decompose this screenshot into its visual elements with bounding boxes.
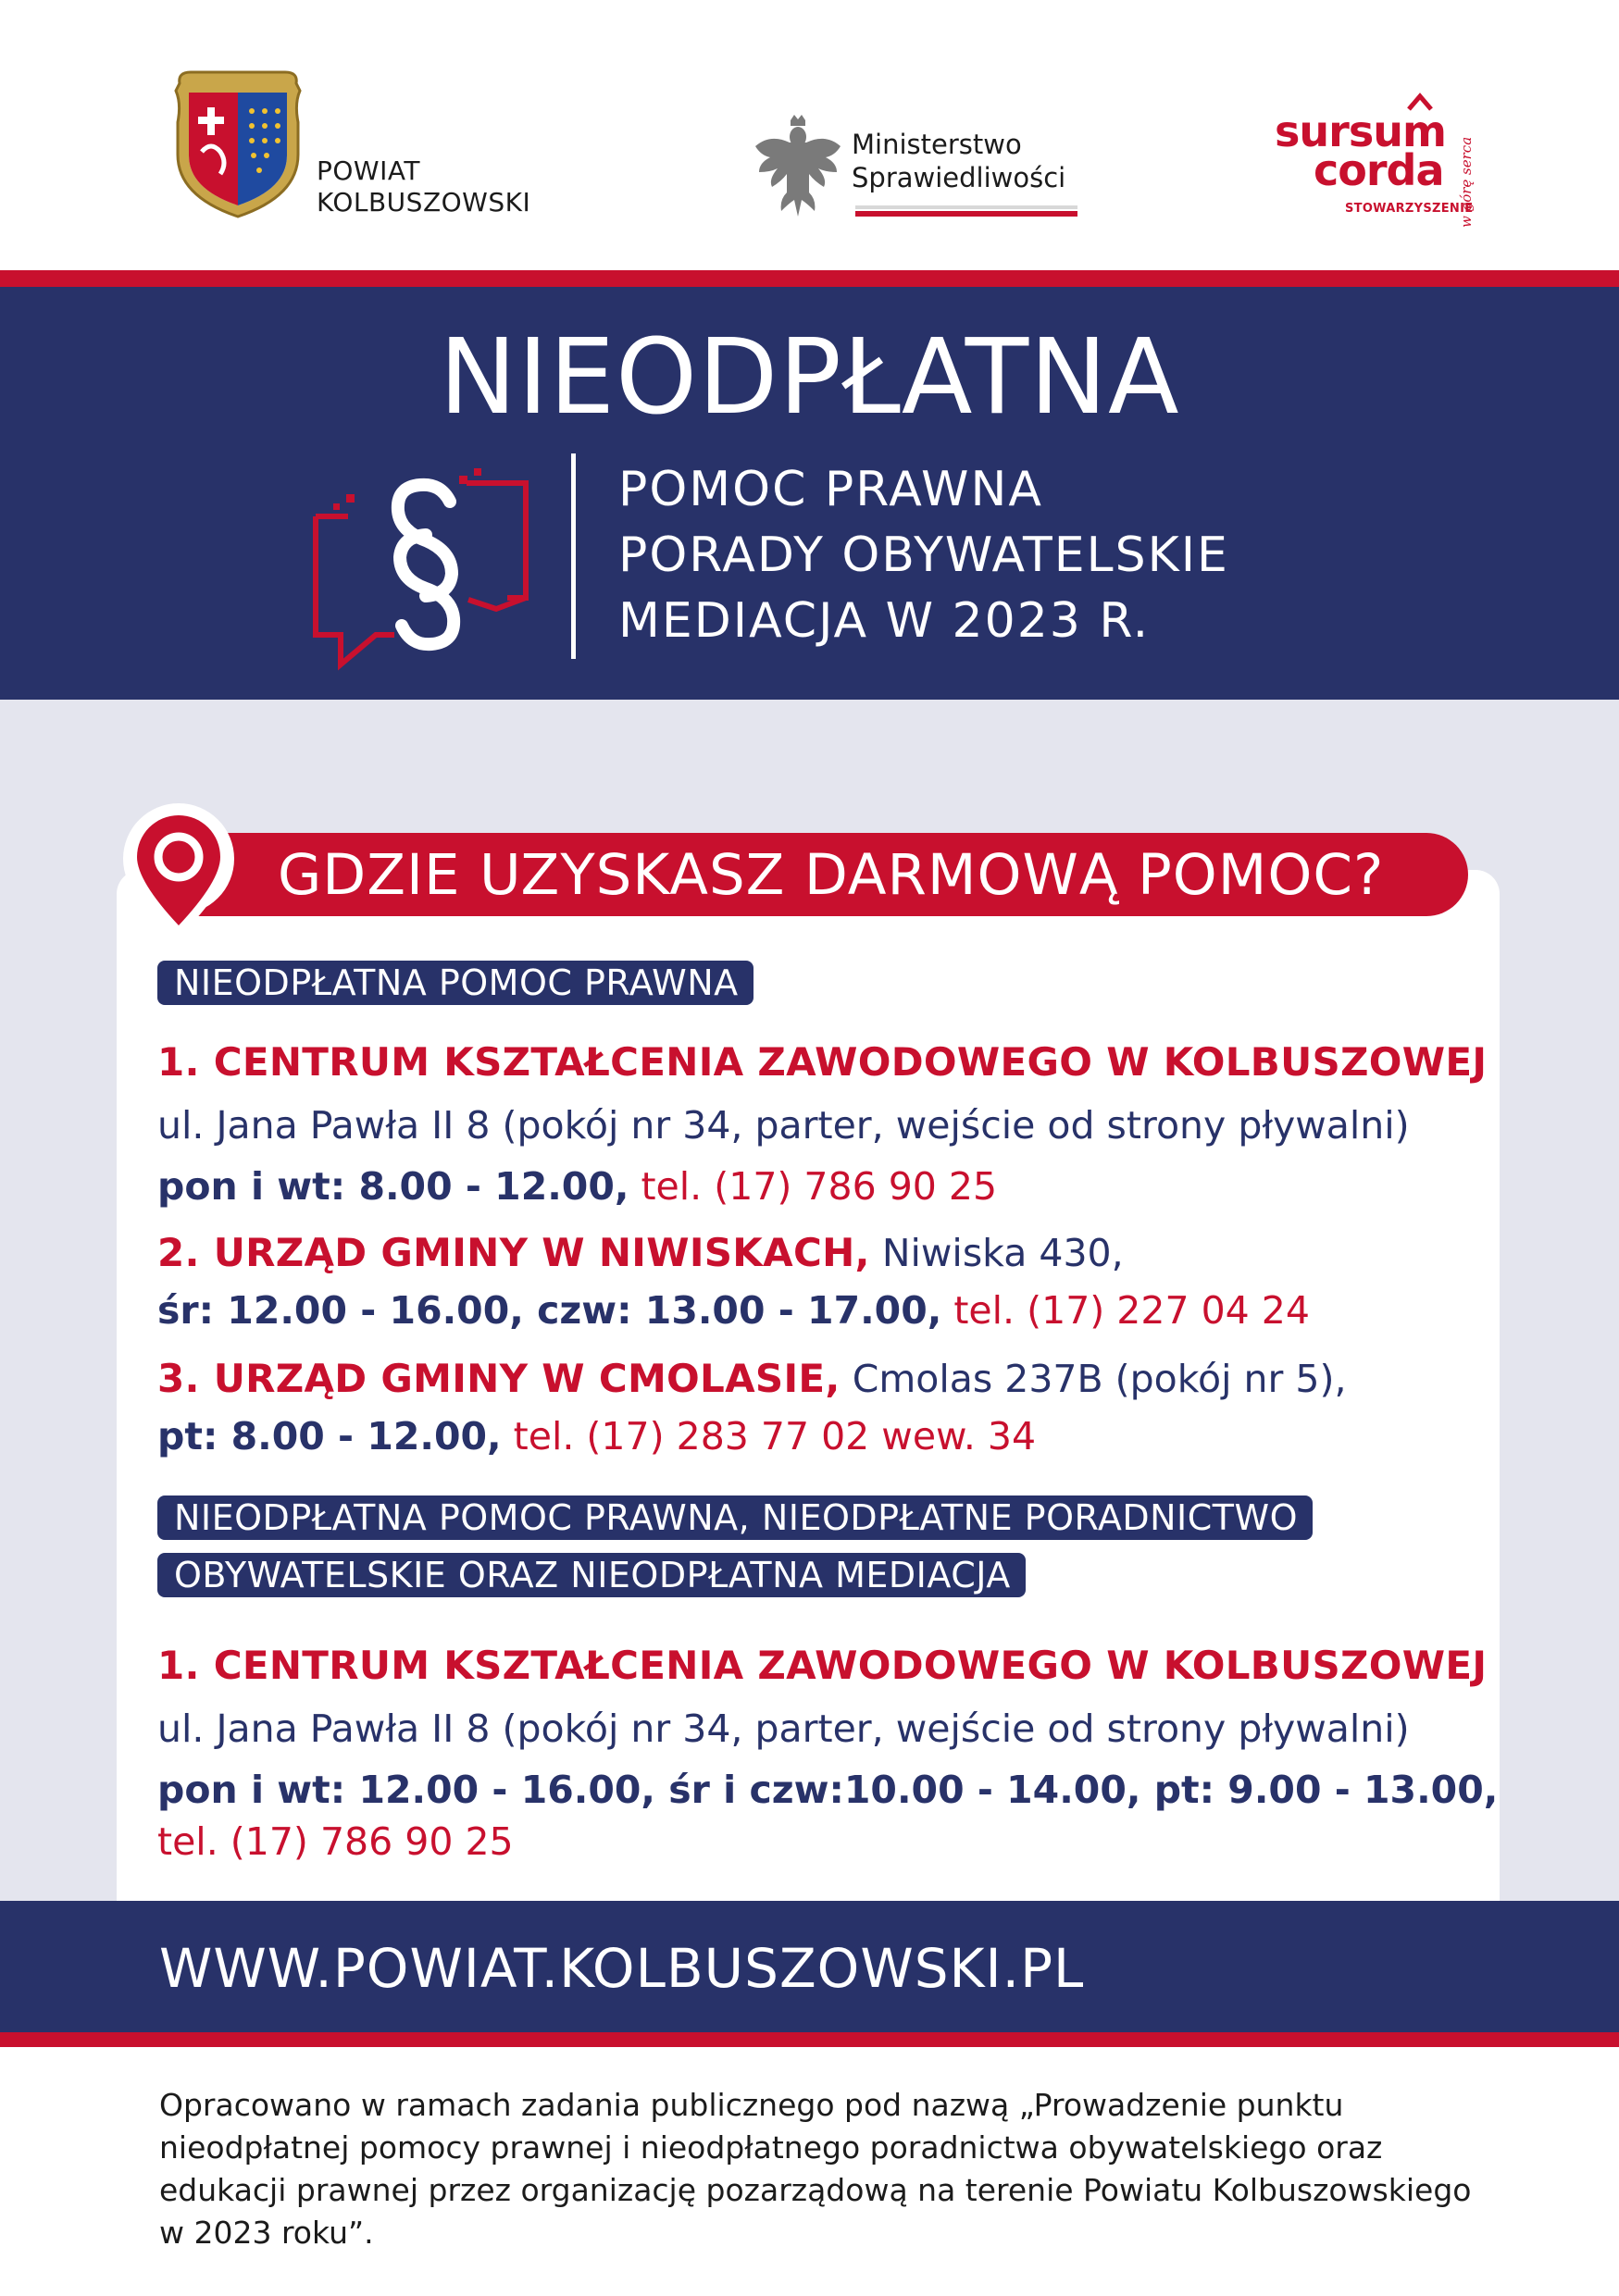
ministry-logo-line2: Sprawiedliwości (852, 162, 1066, 193)
website-link[interactable]: WWW.POWIAT.KOLBUSZOWSKI.PL (159, 1937, 1085, 2000)
header-subtitle-line3: MEDIACJA W 2023 R. (618, 593, 1151, 649)
g1-entry1-address: ul. Jana Pawła II 8 (pokój nr 34, parter, wejście od strony pływalni) (157, 1103, 1410, 1148)
g2-entry1-phone: tel. (17) 786 90 25 (157, 1819, 514, 1864)
g1-entry3-contact (157, 1412, 1036, 1460)
g1-entry3-heading (157, 1355, 1347, 1403)
g1-entry1-phone: tel. (17) 786 90 25 (641, 1164, 998, 1209)
category-tag-legal-aid: NIEODPŁATNA POMOC PRAWNA (157, 961, 753, 1005)
sursum-corda-subtitle: STOWARZYSZENIE (1345, 202, 1474, 216)
g1-entry2-heading (157, 1229, 1124, 1277)
powiat-logo-text (317, 155, 530, 218)
header-subtitle-line2: PORADY OBYWATELSKIE (618, 527, 1229, 583)
bottom-red-stripe (0, 2032, 1619, 2047)
g1-entry2-hours: śr: 12.00 - 16.00, czw: 13.00 - 17.00, (157, 1288, 942, 1333)
g1-entry3-hours: pt: 8.00 - 12.00, (157, 1414, 502, 1458)
sursum-corda-vertical-text: w górę serca (1458, 136, 1475, 228)
g1-entry1-contact (157, 1162, 997, 1210)
top-red-stripe (0, 270, 1619, 287)
powiat-logo-line2: KOLBUSZOWSKI (317, 187, 531, 217)
coat-of-arms-icon (168, 67, 307, 219)
sursum-corda-word1: sursum (1275, 106, 1446, 156)
g1-entry1-title: 1. CENTRUM KSZTAŁCENIA ZAWODOWEGO W KOLBUSZOWEJ (157, 1039, 1488, 1085)
g1-entry3-address: Cmolas 237B (pokój nr 5), (852, 1357, 1347, 1401)
g1-entry1-hours: pon i wt: 8.00 - 12.00, (157, 1164, 629, 1209)
funding-note: Opracowano w ramach zadania publicznego pod nazwą „Prowadzenie punktu nieodpłatnej pomocy prawnej i nieodpłatnego poradnictwa obywatelskiego oraz edukacji prawnej przez organizację pozarządową na terenie Powiatu Kolbuszowskiego w 2023 roku”. (159, 2087, 1472, 2251)
header-divider (571, 453, 576, 659)
page-title: NIEODPŁATNA (439, 317, 1180, 438)
g1-entry2-contact (157, 1286, 1310, 1334)
g1-entry2-phone: tel. (17) 227 04 24 (953, 1288, 1310, 1333)
header-subtitle-line1: POMOC PRAWNA (618, 462, 1043, 517)
category-tag-full-services-line1: NIEODPŁATNA POMOC PRAWNA, NIEODPŁATNE PORADNICTWO (157, 1496, 1313, 1540)
sursum-corda-word2: corda (1314, 145, 1444, 195)
category-tag-full-services-line2: OBYWATELSKIE ORAZ NIEODPŁATNA MEDIACJA (157, 1553, 1026, 1597)
location-pin-icon (118, 803, 239, 942)
header-subtitle (618, 457, 1229, 654)
g2-entry1-title: 1. CENTRUM KSZTAŁCENIA ZAWODOWEGO W KOLBUSZOWEJ (157, 1643, 1488, 1688)
section-heading: GDZIE UZYSKASZ DARMOWĄ POMOC? (278, 842, 1385, 908)
ministry-logo-text (852, 128, 1065, 194)
g2-entry1-hours: pon i wt: 12.00 - 16.00, śr i czw:10.00 - 14.00, pt: 9.00 - 13.00, (157, 1768, 1499, 1812)
g1-entry3-phone: tel. (17) 283 77 02 wew. 34 (513, 1414, 1037, 1458)
g1-entry2-title: 2. URZĄD GMINY W NIWISKACH, (157, 1230, 870, 1275)
g1-entry3-title: 3. URZĄD GMINY W CMOLASIE, (157, 1356, 841, 1401)
eagle-emblem-icon (752, 115, 844, 224)
g2-entry1-address: ul. Jana Pawła II 8 (pokój nr 34, parter, wejście od strony pływalni) (157, 1706, 1410, 1751)
g1-entry2-address: Niwiska 430, (881, 1231, 1124, 1275)
sursum-corda-logo (1273, 91, 1486, 230)
ministry-logo-line1: Ministerstwo (852, 129, 1022, 160)
powiat-logo (168, 67, 557, 224)
ministry-logo (752, 115, 1085, 226)
powiat-logo-line1: POWIAT (317, 155, 420, 186)
paragraph-speech-bubble-icon (311, 450, 542, 677)
ministry-logo-white-stripe (855, 205, 1077, 209)
ministry-logo-red-stripe (855, 211, 1077, 217)
